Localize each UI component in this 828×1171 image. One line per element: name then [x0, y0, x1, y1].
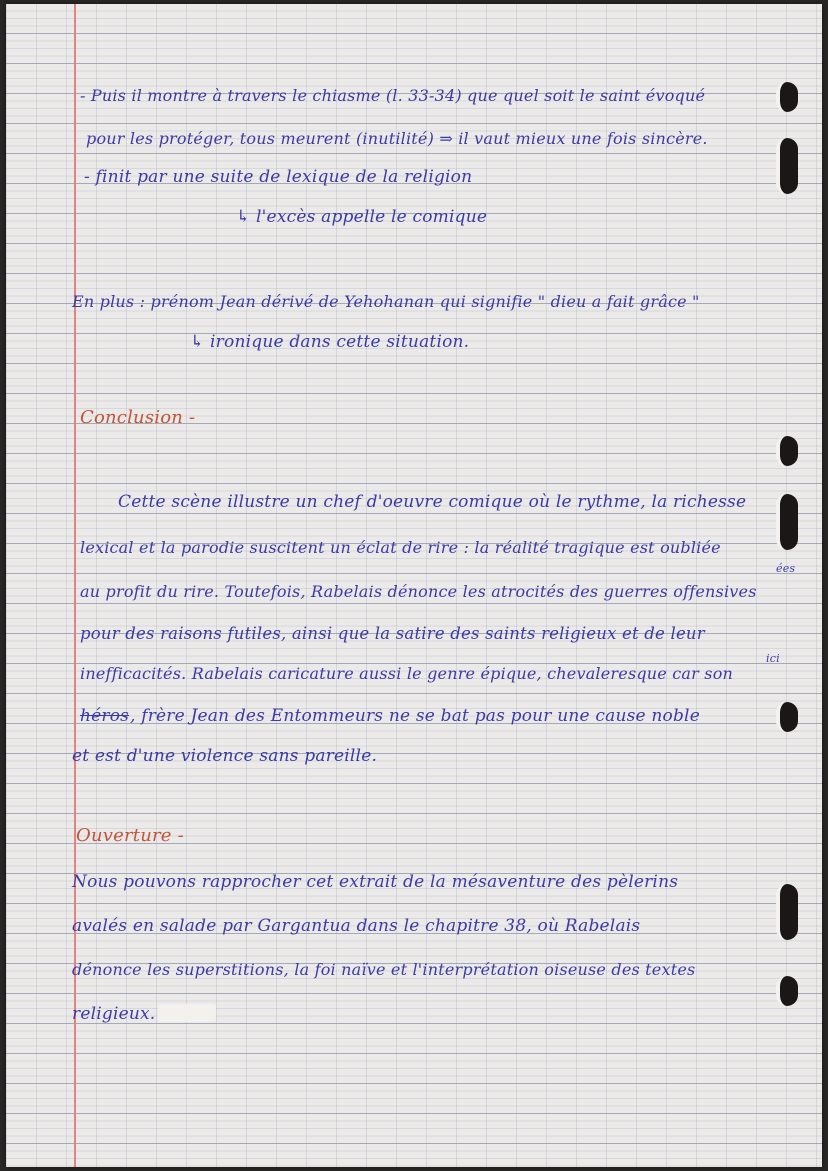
text-line: pour les protéger, tous meurent (inutilité) ⇒ il vaut mieux une fois sincère.	[86, 129, 708, 148]
text-line: - finit par une suite de lexique de la religion	[84, 167, 473, 187]
margin-line	[74, 4, 76, 1167]
text-line: ↳ l'excès appelle le comique	[236, 207, 488, 227]
text-line: Nous pouvons rapprocher cet extrait de la mésaventure des pèlerins	[72, 872, 679, 892]
ouverture-heading: Ouverture -	[76, 825, 184, 846]
text-line: religieux.	[72, 1004, 156, 1024]
text-line: ↳ ironique dans cette situation.	[190, 332, 470, 352]
binder-hole	[776, 884, 798, 940]
text-line: inefficacités. Rabelais caricature aussi le genre épique, chevaleresque car son	[80, 664, 734, 683]
text-line: Cette scène illustre un chef d'oeuvre comique où le rythme, la richesse	[118, 492, 747, 512]
conclusion-heading: Conclusion -	[80, 407, 196, 428]
binder-hole	[776, 702, 798, 732]
text-line: dénonce les superstitions, la foi naïve et l'interprétation oiseuse des textes	[72, 960, 696, 979]
binder-hole	[776, 976, 798, 1006]
struck-word: héros	[80, 706, 130, 726]
text-line: lexical et la parodie suscitent un éclat de rire : la réalité tragique est oubliée	[80, 538, 721, 557]
margin-note: ici	[766, 652, 780, 665]
text-line: En plus : prénom Jean dérivé de Yehohanan qui signifie " dieu a fait grâce "	[72, 292, 700, 311]
binder-hole	[776, 494, 798, 550]
correction-blot	[158, 1004, 216, 1022]
notebook-page	[6, 4, 822, 1167]
margin-note: ées	[776, 562, 796, 575]
text-line: , frère Jean des Entommeurs ne se bat pas pour une cause noble	[130, 706, 700, 726]
text-line: pour des raisons futiles, ainsi que la satire des saints religieux et de leur	[80, 624, 705, 643]
text-line: et est d'une violence sans pareille.	[72, 746, 378, 766]
text-line: - Puis il montre à travers le chiasme (l. 33-34) que quel soit le saint évoqué	[80, 86, 706, 105]
text-line: au profit du rire. Toutefois, Rabelais dénonce les atrocités des guerres offensives	[80, 582, 757, 601]
binder-hole	[776, 436, 798, 466]
text-line: avalés en salade par Gargantua dans le chapitre 38, où Rabelais	[72, 916, 641, 936]
binder-hole	[776, 138, 798, 194]
binder-hole	[776, 82, 798, 112]
